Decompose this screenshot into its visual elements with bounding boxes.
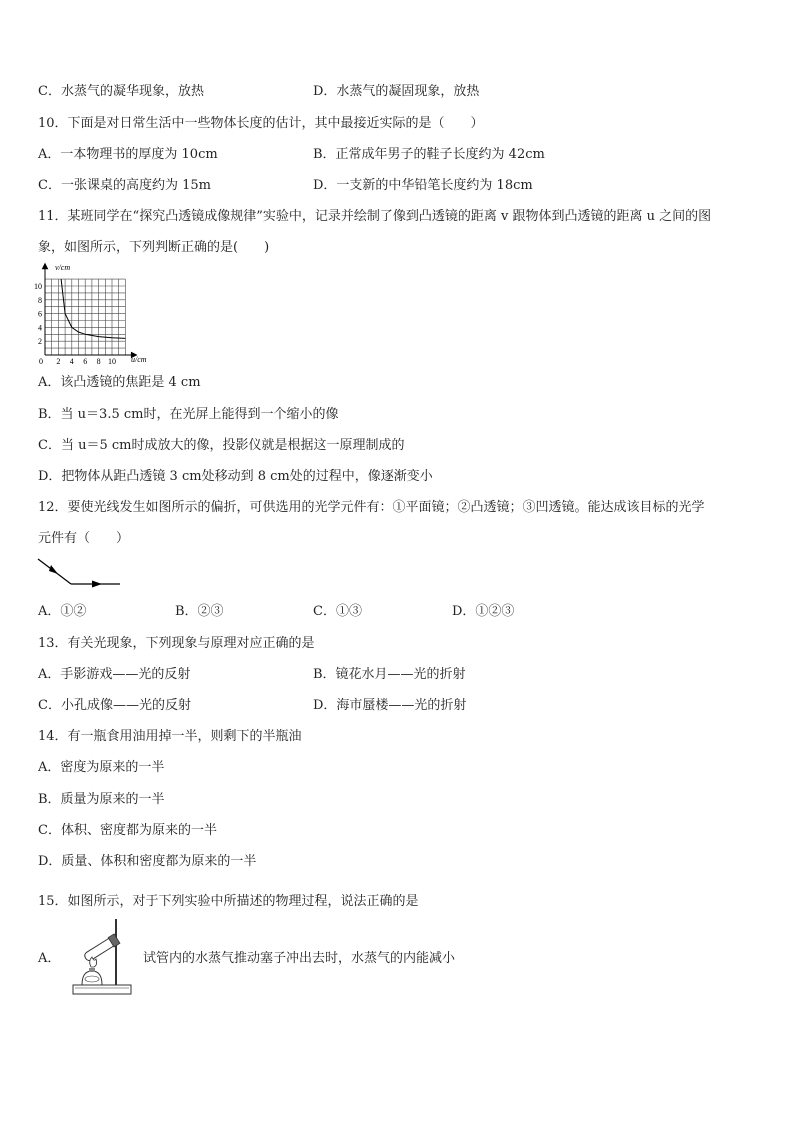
q12-stem-line1: 12．要使光线发生如图所示的偏折，可供选用的光学元件有：①平面镜；②凸透镜；③凹透镜。能达成该目标的光学 bbox=[38, 500, 705, 515]
chart-x-tick-label: 0 bbox=[39, 357, 43, 366]
chart-y-tick-label: 8 bbox=[38, 295, 42, 305]
chart-y-tick-label: 10 bbox=[34, 282, 42, 291]
q10-option-a: A．一本物理书的厚度为 10cm bbox=[38, 147, 218, 162]
q10-option-d: D．一支新的中华铅笔长度约为 18cm bbox=[313, 178, 533, 193]
q11-option-d: D．把物体从距凸透镜 3 cm处移动到 8 cm处的过程中，像逐渐变小 bbox=[38, 469, 433, 484]
q13-option-c: C．小孔成像——光的反射 bbox=[38, 698, 191, 713]
q12-option-b: B．②③ bbox=[175, 604, 224, 619]
q12-light-ray-figure bbox=[36, 556, 126, 590]
q15-test-tube-apparatus-illustration bbox=[70, 915, 134, 997]
q14-option-d: D．质量、体积和密度都为原来的一半 bbox=[38, 854, 257, 869]
q14-stem: 14．有一瓶食用油用掉一半，则剩下的半瓶油 bbox=[38, 729, 302, 744]
q15-option-a-text: 试管内的水蒸气推动塞子冲出去时，水蒸气的内能减小 bbox=[143, 951, 456, 966]
q11-option-a: A．该凸透镜的焦距是 4 cm bbox=[38, 375, 201, 390]
q11-stem-line1: 11．某班同学在“探究凸透镜成像规律”实验中，记录并绘制了像到凸透镜的距离 v 跟物体到凸透镜的距离 u 之间的图 bbox=[38, 209, 712, 224]
chart-x-axis-label: u/cm bbox=[131, 355, 147, 364]
q11-stem-line2: 象，如图所示，下列判断正确的是( ) bbox=[38, 240, 270, 255]
chart-y-axis-label: v/cm bbox=[55, 263, 71, 272]
chart-y-tick-label: 4 bbox=[38, 323, 42, 333]
q11-option-b: B．当 u＝3.5 cm时，在光屏上能得到一个缩小的像 bbox=[38, 407, 339, 422]
chart-x-tick-label: 6 bbox=[83, 357, 88, 366]
stand-base bbox=[73, 985, 131, 994]
q13-option-b: B．镜花水月——光的折射 bbox=[313, 667, 466, 682]
q12-option-a: A．①② bbox=[38, 604, 87, 619]
q13-option-a: A．手影游戏——光的反射 bbox=[38, 667, 191, 682]
test-tube bbox=[83, 934, 120, 963]
chart-series-curve bbox=[61, 279, 125, 338]
q12-option-c: C．①③ bbox=[313, 604, 362, 619]
q13-stem: 13．有关光现象，下列现象与原理对应正确的是 bbox=[38, 636, 315, 651]
q10-option-b: B．正常成年男子的鞋子长度约为 42cm bbox=[313, 147, 545, 162]
q11-option-c: C．当 u＝5 cm时成放大的像，投影仪就是根据这一原理制成的 bbox=[38, 438, 405, 453]
chart-x-tick-label: 4 bbox=[69, 357, 74, 366]
incident-ray-arrow bbox=[49, 565, 58, 574]
q15-option-a-label: A． bbox=[38, 951, 61, 966]
q9-option-c: C．水蒸气的凝华现象，放热 bbox=[38, 84, 204, 99]
chart-y-axis-arrow bbox=[43, 264, 48, 269]
q14-option-c: C．体积、密度都为原来的一半 bbox=[38, 823, 217, 838]
chart-y-tick-label: 2 bbox=[38, 337, 42, 347]
chart-x-tick-label: 8 bbox=[96, 357, 101, 366]
q13-option-d: D．海市蜃楼——光的折射 bbox=[313, 698, 467, 713]
q10-stem: 10．下面是对日常生活中一些物体长度的估计，其中最接近实际的是（ ） bbox=[38, 116, 484, 131]
chart-y-tick-label: 6 bbox=[38, 309, 42, 319]
refracted-ray-arrow bbox=[92, 581, 102, 588]
q14-option-b: B．质量为原来的一半 bbox=[38, 792, 165, 807]
q10-option-c: C．一张课桌的高度约为 15m bbox=[38, 178, 211, 193]
chart-x-tick-label: 10 bbox=[108, 357, 116, 366]
q12-stem-line2: 元件有（ ） bbox=[38, 531, 130, 546]
q11-uv-graph bbox=[30, 260, 160, 368]
q15-stem: 15．如图所示，对于下列实验中所描述的物理过程，说法正确的是 bbox=[38, 894, 419, 909]
q14-option-a: A．密度为原来的一半 bbox=[38, 760, 165, 775]
q12-option-d: D．①②③ bbox=[452, 604, 515, 619]
q9-option-d: D．水蒸气的凝固现象，放热 bbox=[313, 84, 480, 99]
chart-x-tick-label: 2 bbox=[56, 357, 61, 366]
